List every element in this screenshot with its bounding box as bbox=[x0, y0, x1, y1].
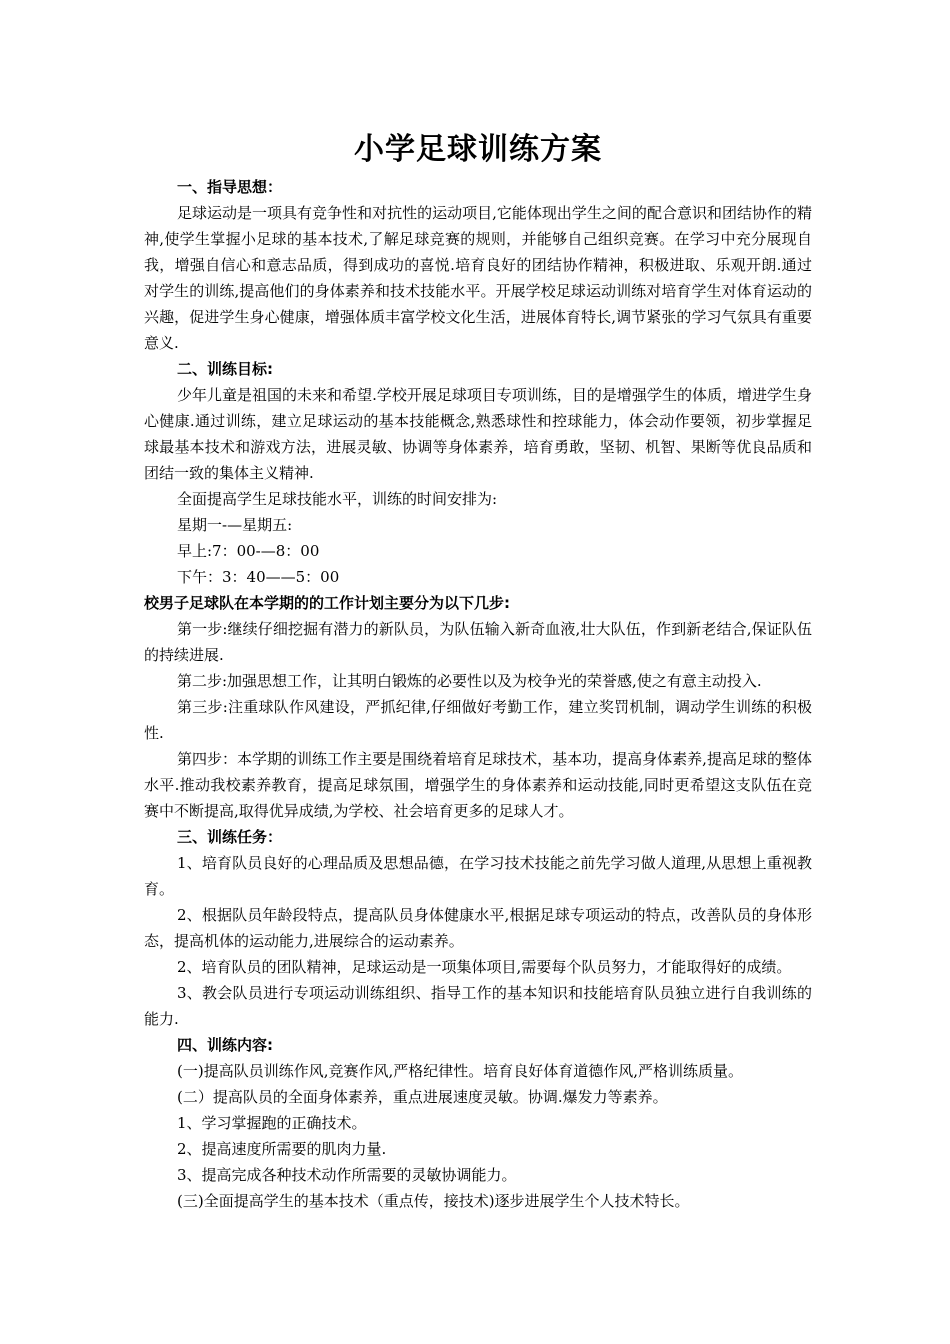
schedule-morning: 早上:7：00-—8：00 bbox=[177, 542, 320, 560]
section-heading-guiding-ideology: 一、指导思想： bbox=[177, 178, 283, 196]
section-heading-training-tasks: 三、训练任务： bbox=[177, 828, 283, 846]
content-item-4: 2、提高速度所需要的肌肉力量. bbox=[177, 1140, 387, 1158]
paragraph-schedule-intro: 全面提高学生足球技能水平，训练的时间安排为: bbox=[177, 490, 498, 508]
paragraph-training-goals: 少年儿童是祖国的未来和希望.学校开展足球项目专项训练，目的是增强学生的体质，增进学生身心健康.通过训练，建立足球运动的基本技能概念,熟悉球性和控球能力，体会动作要领，初步掌握足球最基本技术和游戏方法，进展灵敏、协调等身体素养，培育勇敢，坚韧、机智、果断等优良品质和团结一致的集体主义精神. bbox=[144, 386, 812, 482]
content-item-6: (三)全面提高学生的基本技术（重点传，接技术)逐步进展学生个人技术特长。 bbox=[177, 1192, 690, 1210]
paragraph-guiding-ideology: 足球运动是一项具有竞争性和对抗性的运动项目,它能体现出学生之间的配合意识和团结协作的精神,使学生掌握小足球的基本技术,了解足球竞赛的规则，并能够自己组织竞赛。在学习中充分展现自我，增强自信心和意志品质，得到成功的喜悦.培育良好的团结协作精神，积极进取、乐观开朗.通过对学生的训练,提高他们的身体素养和技术技能水平。开展学校足球运动训练对培育学生对体育运动的兴趣，促进学生身心健康，增强体质丰富学校文化生活，进展体育特长,调节紧张的学习气氛具有重要意义. bbox=[144, 204, 812, 352]
plan-step-4: 第四步：本学期的训练工作主要是围绕着培育足球技术，基本功，提高身体素养,提高足球的整体水平.推动我校素养教育，提高足球氛围，增强学生的身体素养和运动技能,同时更希望这支队伍在竞赛中不断提高,取得优异成绩,为学校、社会培育更多的足球人才。 bbox=[144, 750, 812, 820]
task-item-4: 3、教会队员进行专项运动训练组织、指导工作的基本知识和技能培育队员独立进行自我训练的能力. bbox=[144, 984, 812, 1028]
content-item-3: 1、学习掌握跑的正确技术。 bbox=[177, 1114, 367, 1132]
plan-step-3: 第三步:注重球队作风建设，严抓纪律,仔细做好考勤工作，建立奖罚机制，调动学生训练的积极性. bbox=[144, 698, 812, 742]
document-title: 小学足球训练方案 bbox=[354, 132, 602, 167]
task-item-1: 1、培育队员良好的心理品质及思想品德，在学习技术技能之前先学习做人道理,从思想上重视教育。 bbox=[144, 854, 812, 898]
task-item-3: 2、培育队员的团队精神，足球运动是一项集体项目,需要每个队员努力，才能取得好的成绩。 bbox=[177, 958, 792, 976]
plan-step-1: 第一步:继续仔细挖掘有潜力的新队员，为队伍输入新奇血液,壮大队伍，作到新老结合,保证队伍的持续进展. bbox=[144, 620, 812, 664]
section-heading-work-plan: 校男子足球队在本学期的的工作计划主要分为以下几步: bbox=[144, 594, 511, 612]
section-heading-training-goals: 二、训练目标: bbox=[177, 360, 273, 378]
content-item-2: (二）提高队员的全面身体素养，重点进展速度灵敏。协调.爆发力等素养。 bbox=[177, 1088, 668, 1106]
content-item-5: 3、提高完成各种技术动作所需要的灵敏协调能力。 bbox=[177, 1166, 517, 1184]
schedule-afternoon: 下午：3：40——5：00 bbox=[177, 568, 340, 586]
plan-step-2: 第二步:加强思想工作，让其明白锻炼的必要性以及为校争光的荣誉感,使之有意主动投入. bbox=[177, 672, 762, 690]
section-heading-training-content: 四、训练内容: bbox=[177, 1036, 273, 1054]
task-item-2: 2、根据队员年龄段特点，提高队员身体健康水平,根据足球专项运动的特点，改善队员的身体形态，提高机体的运动能力,进展综合的运动素养。 bbox=[144, 906, 812, 950]
schedule-days: 星期一-—星期五: bbox=[177, 516, 293, 534]
document-page bbox=[144, 128, 812, 1214]
content-item-1: (一)提高队员训练作风,竞赛作风,严格纪律性。培育良好体育道德作风,严格训练质量。 bbox=[177, 1062, 744, 1080]
